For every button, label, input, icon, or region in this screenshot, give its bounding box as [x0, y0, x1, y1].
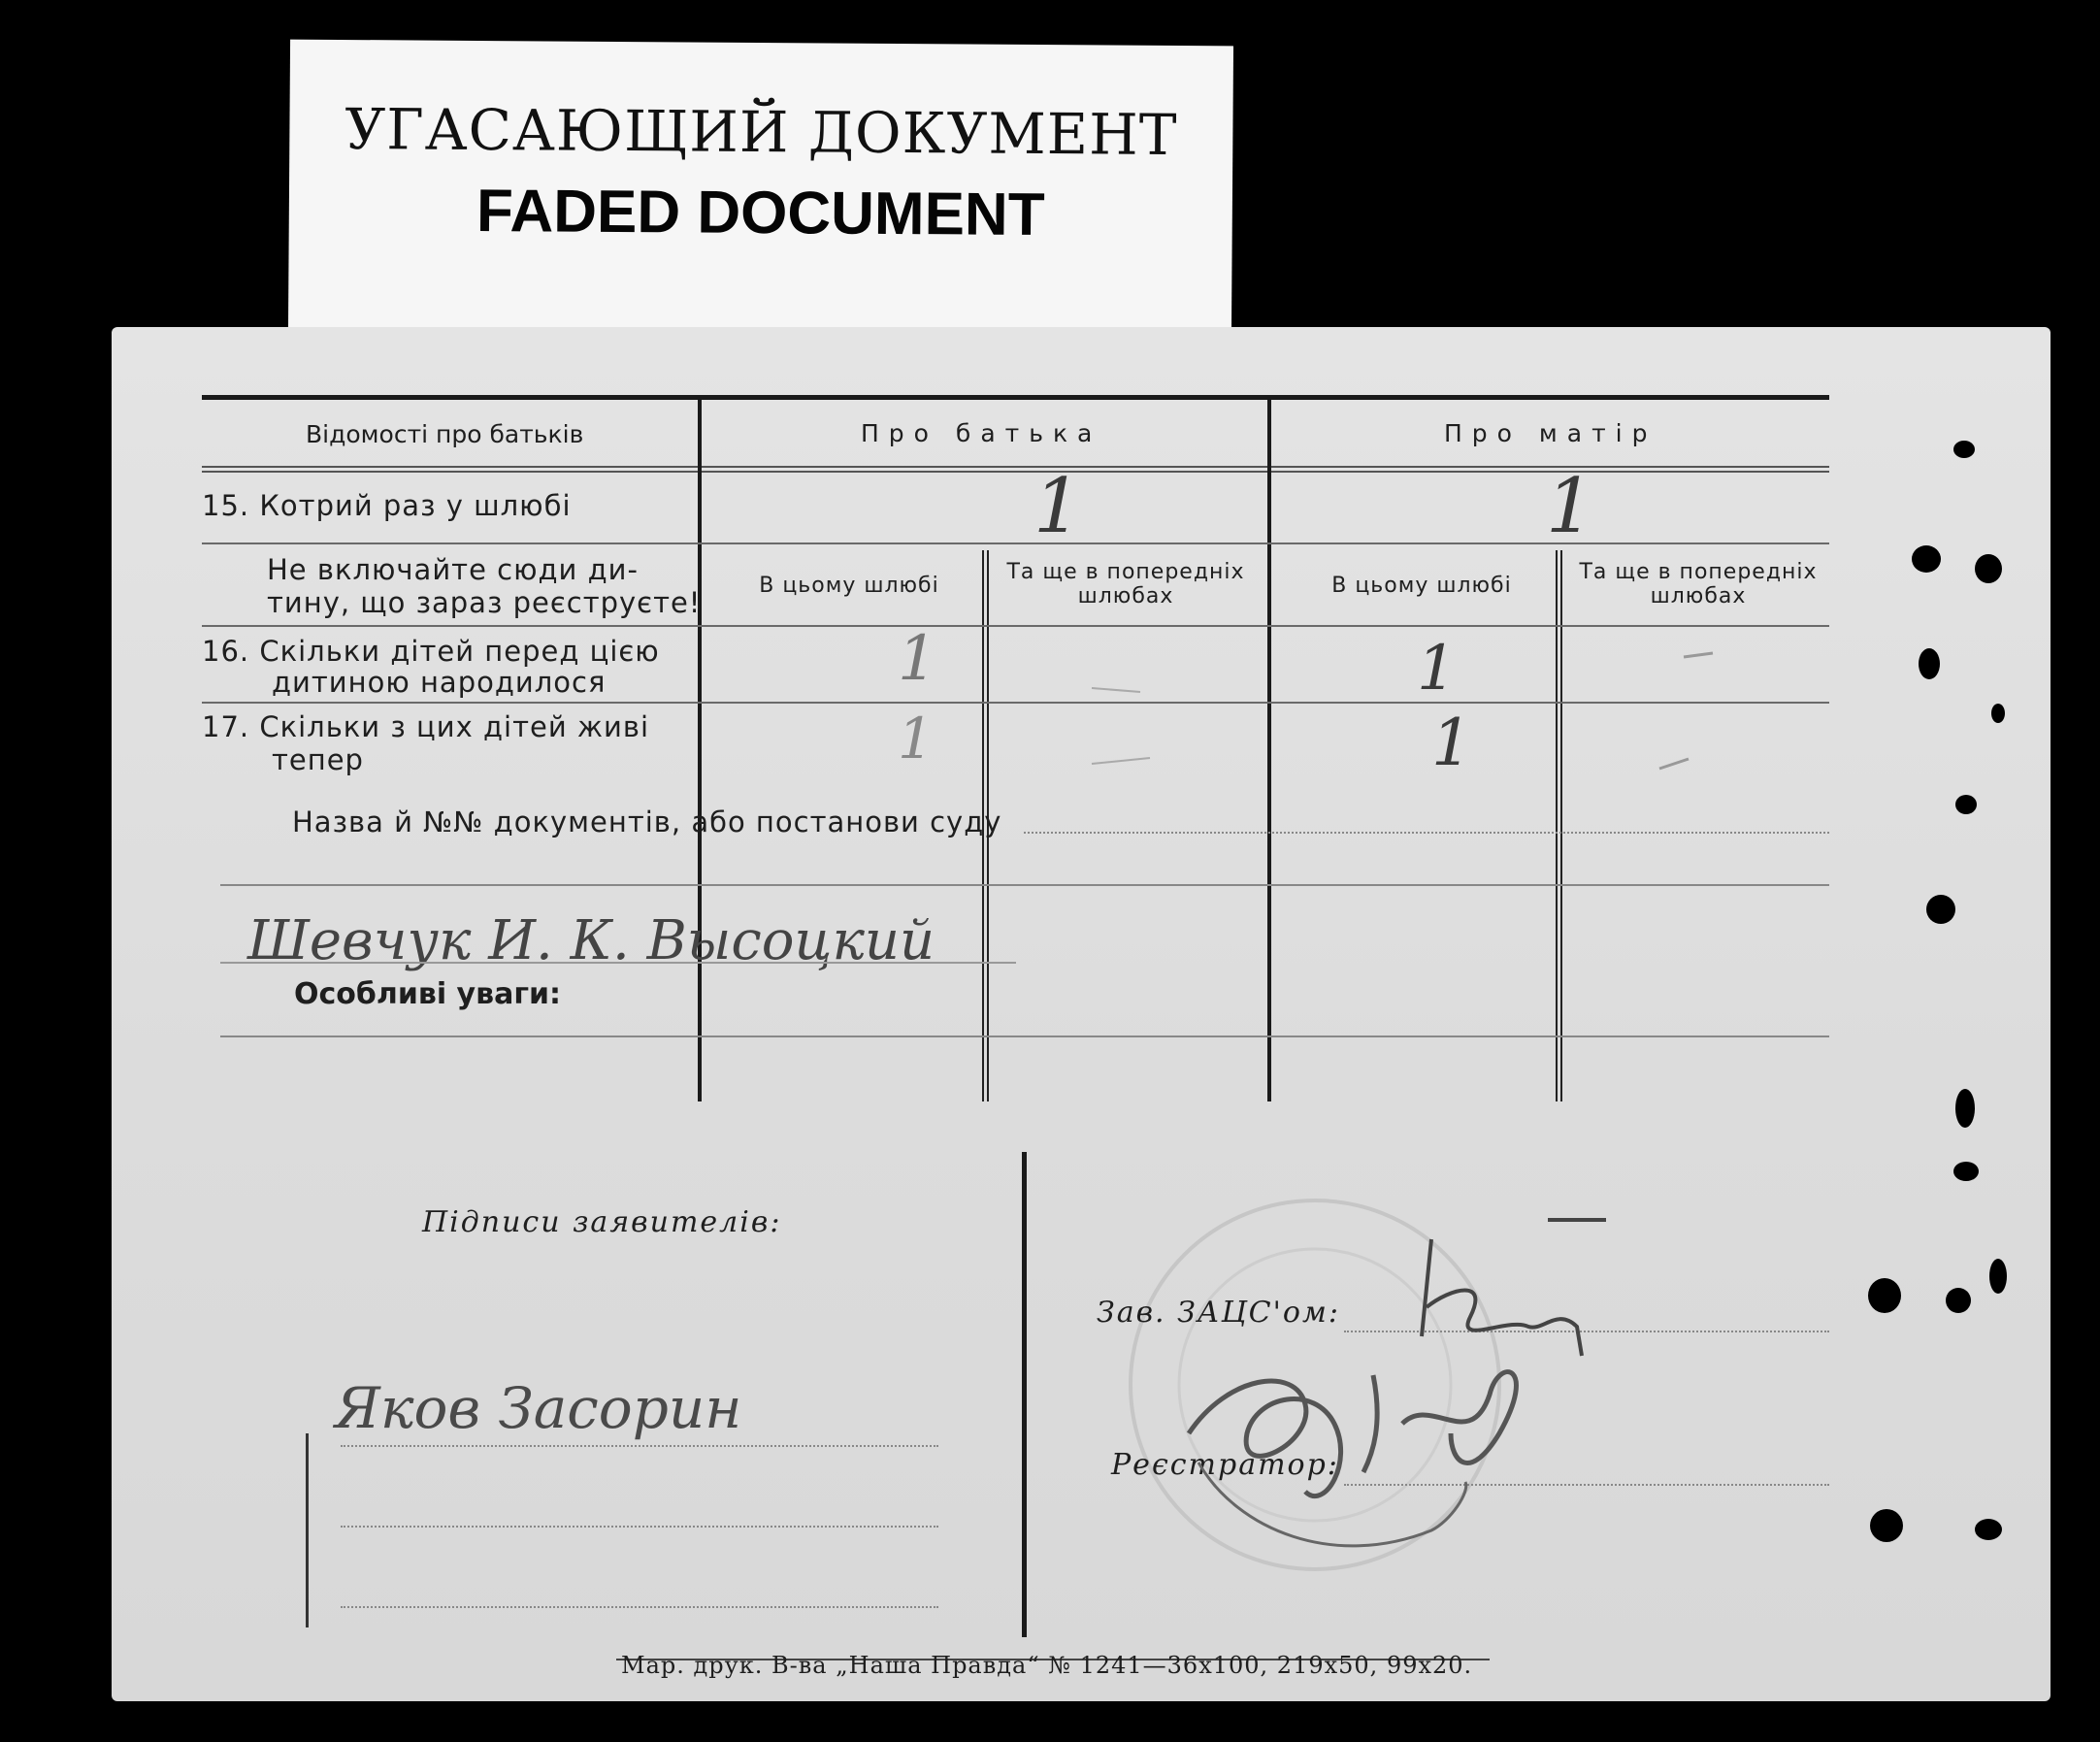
printer-imprint: Мар. друк. В-ва „Наша Правда“ № 1241—36х100, 219х50, 99х20. — [621, 1652, 1473, 1679]
signatures-label: Підписи заявителів: — [422, 1205, 782, 1239]
mother-children-alive: 1 — [1431, 706, 1472, 780]
mother-marriage-count: 1 — [1546, 463, 1594, 550]
signature-line-2 — [341, 1526, 938, 1528]
brace — [306, 1433, 318, 1627]
punch-hole — [1989, 1259, 2007, 1294]
row-15-label: 15. Котрий раз у шлюбі — [202, 489, 572, 522]
documents-rule — [220, 884, 1829, 886]
note-line-1: Не включайте сюди ди- — [267, 553, 639, 586]
prev-marriages-line-2: шлюбах — [1650, 584, 1747, 608]
registrar-label: Реєстратор: — [1111, 1448, 1339, 1482]
signature-line-1 — [341, 1445, 938, 1447]
special-notes-rule — [220, 1035, 1829, 1037]
documents-handwritten-entry: Шевчук И. К. Высоцкий — [247, 909, 935, 972]
row-17-line-2: тепер — [272, 743, 364, 776]
mother-this-marriage-header: В цьому шлюбі — [1331, 574, 1512, 598]
prev-marriages-line-2: шлюбах — [1077, 584, 1174, 608]
prev-marriages-line-1: Та ще в попередніх — [1006, 560, 1245, 584]
label-english: FADED DOCUMENT — [476, 177, 1045, 249]
signature-line-3 — [341, 1606, 938, 1608]
mother-children-before: 1 — [1417, 633, 1457, 705]
punch-hole — [1975, 1519, 2002, 1540]
header-father: Про батька — [861, 419, 1102, 447]
header-mother: Про матір — [1444, 419, 1657, 447]
head-label: Зав. ЗАЦС'ом: — [1097, 1296, 1340, 1330]
father-marriage-count: 1 — [1034, 463, 1082, 550]
label-russian: УГАСАЮЩИЙ ДОКУМЕНТ — [345, 96, 1178, 168]
registration-form-card — [112, 327, 2051, 1701]
row-16-line-2: дитиною народилося — [272, 666, 607, 699]
row-16-line-1: 16. Скільки дітей перед цією — [202, 635, 660, 668]
father-this-marriage-header: В цьому шлюбі — [759, 574, 939, 598]
row-17-line-1: 17. Скільки з цих дітей живі — [202, 710, 650, 743]
punch-hole — [1870, 1509, 1903, 1542]
father-children-before: 1 — [898, 623, 937, 695]
punch-hole — [1946, 1288, 1971, 1313]
prev-marriages-line-1: Та ще в попередніх — [1579, 560, 1818, 584]
applicant-signature: Яков Засорин — [335, 1375, 742, 1441]
signature-divider — [1022, 1152, 1027, 1637]
documents-dotted-line — [1024, 832, 1829, 834]
official-signatures — [1082, 1200, 1858, 1608]
documents-rule-2 — [220, 962, 1016, 964]
note-line-2: тину, що зараз реєструєте! — [267, 586, 702, 619]
punch-hole — [1868, 1278, 1901, 1313]
special-notes-label: Особливі уваги: — [294, 977, 562, 1011]
punch-hole — [1953, 1162, 1979, 1181]
father-children-alive: 1 — [898, 706, 934, 772]
faded-document-label — [288, 40, 1233, 340]
documents-label: Назва й №№ документів, або постанови суду — [292, 805, 1002, 838]
header-parents-info: Відомості про батьків — [306, 420, 584, 448]
